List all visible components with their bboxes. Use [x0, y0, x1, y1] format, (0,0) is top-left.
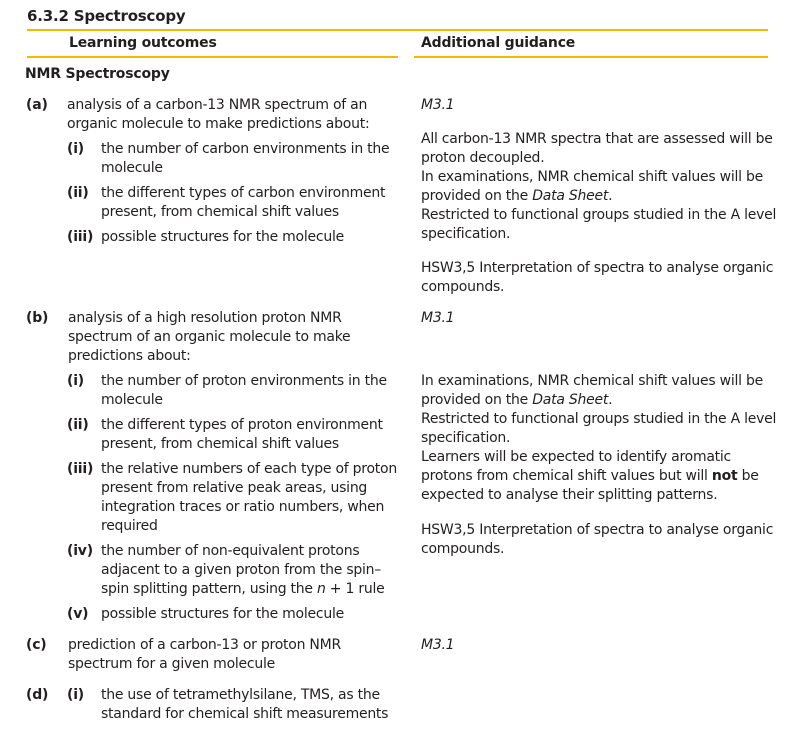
- guidance-a-line-8: compounds.: [421, 279, 505, 295]
- outcome-b-ii-label: (ii): [67, 417, 89, 433]
- guidance-a-line-1: All carbon-13 NMR spectra that are assessed will be: [421, 131, 773, 147]
- outcome-b-label: (b): [26, 310, 49, 326]
- outcome-a-text-2: organic molecule to make predictions about:: [67, 116, 370, 132]
- outcome-b-iv-text-3: spin splitting pattern, using the n + 1 rule: [101, 581, 385, 597]
- outcome-d-i-text-2: standard for chemical shift measurements: [101, 706, 389, 722]
- outcome-b-i-label: (i): [67, 373, 84, 389]
- outcome-c-label: (c): [26, 637, 47, 653]
- outcome-a-ii-label: (ii): [67, 185, 89, 201]
- outcome-a-i-text-2: molecule: [101, 160, 163, 176]
- outcome-a-iii-text-1: possible structures for the molecule: [101, 229, 344, 245]
- guidance-b-line-6: protons from chemical shift values but will not be: [421, 468, 759, 484]
- outcome-b-ii-text-1: the different types of proton environment: [101, 417, 383, 433]
- outcome-a-i-text-1: the number of carbon environments in the: [101, 141, 390, 157]
- data-sheet-ref: Data Sheet: [532, 188, 609, 204]
- header-learning-outcomes: Learning outcomes: [69, 35, 217, 51]
- outcome-b-iii-text-1: the relative numbers of each type of proton: [101, 461, 397, 477]
- guidance-a-line-5: Restricted to functional groups studied in the A level: [421, 207, 777, 223]
- n-variable: n: [316, 581, 326, 597]
- outcome-a-label: (a): [26, 97, 48, 113]
- outcome-a-ii-text-2: present, from chemical shift values: [101, 204, 339, 220]
- guidance-b-line-1: In examinations, NMR chemical shift values will be: [421, 373, 763, 389]
- guidance-a-line-7: HSW3,5 Interpretation of spectra to analyse organic: [421, 260, 774, 276]
- guidance-b-line-7: expected to analyse their splitting patterns.: [421, 487, 718, 503]
- outcome-b-v-label: (v): [67, 606, 89, 622]
- guidance-a-line-6: specification.: [421, 226, 511, 242]
- outcome-b-iii-text-3: integration traces or ratio numbers, when: [101, 499, 385, 515]
- guidance-b-line-9: compounds.: [421, 541, 505, 557]
- title-rule: [27, 29, 768, 31]
- outcome-a-ii-text-1: the different types of carbon environment: [101, 185, 386, 201]
- guidance-b-line-5: Learners will be expected to identify aromatic: [421, 449, 732, 465]
- outcome-d-label: (d): [26, 687, 49, 703]
- section-title: 6.3.2 Spectroscopy: [27, 7, 186, 25]
- outcome-a-text-1: analysis of a carbon-13 NMR spectrum of an: [67, 97, 368, 113]
- guidance-b-line-2: provided on the Data Sheet.: [421, 392, 613, 408]
- data-sheet-ref: Data Sheet: [532, 392, 609, 408]
- guidance-b-line-8: HSW3,5 Interpretation of spectra to analyse organic: [421, 522, 774, 538]
- guidance-b-maths-ref: M3.1: [421, 310, 455, 326]
- guidance-b-line-3: Restricted to functional groups studied in the A level: [421, 411, 777, 427]
- guidance-a-line-2: proton decoupled.: [421, 150, 545, 166]
- outcome-b-i-text-2: molecule: [101, 392, 163, 408]
- outcome-a-iii-label: (iii): [67, 229, 94, 245]
- header-rule-left: [27, 56, 398, 58]
- outcome-d-i-text-1: the use of tetramethylsilane, TMS, as the: [101, 687, 380, 703]
- outcome-b-i-text-1: the number of proton environments in the: [101, 373, 387, 389]
- outcome-b-iii-text-2: present from relative peak areas, using: [101, 480, 368, 496]
- subsection-title: NMR Spectroscopy: [25, 66, 170, 82]
- outcome-b-iii-label: (iii): [67, 461, 94, 477]
- outcome-b-ii-text-2: present, from chemical shift values: [101, 436, 339, 452]
- outcome-b-iii-text-4: required: [101, 518, 158, 534]
- outcome-b-text-1: analysis of a high resolution proton NMR: [68, 310, 342, 326]
- outcome-b-text-3: predictions about:: [68, 348, 191, 364]
- guidance-a-maths-ref: M3.1: [421, 97, 455, 113]
- outcome-c-text-1: prediction of a carbon-13 or proton NMR: [68, 637, 341, 653]
- outcome-c-text-2: spectrum for a given molecule: [68, 656, 275, 672]
- header-additional-guidance: Additional guidance: [421, 35, 576, 51]
- guidance-a-line-3: In examinations, NMR chemical shift values will be: [421, 169, 763, 185]
- outcome-b-text-2: spectrum of an organic molecule to make: [68, 329, 351, 345]
- outcome-b-iv-text-1: the number of non-equivalent protons: [101, 543, 360, 559]
- outcome-b-v-text-1: possible structures for the molecule: [101, 606, 344, 622]
- outcome-d-i-label: (i): [67, 687, 84, 703]
- guidance-c-maths-ref: M3.1: [421, 637, 455, 653]
- outcome-b-iv-label: (iv): [67, 543, 93, 559]
- guidance-a-line-4: provided on the Data Sheet.: [421, 188, 613, 204]
- header-rule-right: [414, 56, 768, 58]
- emphasis-not: not: [711, 468, 738, 484]
- guidance-b-line-4: specification.: [421, 430, 511, 446]
- outcome-b-iv-text-2: adjacent to a given proton from the spin–: [101, 562, 382, 578]
- outcome-a-i-label: (i): [67, 141, 84, 157]
